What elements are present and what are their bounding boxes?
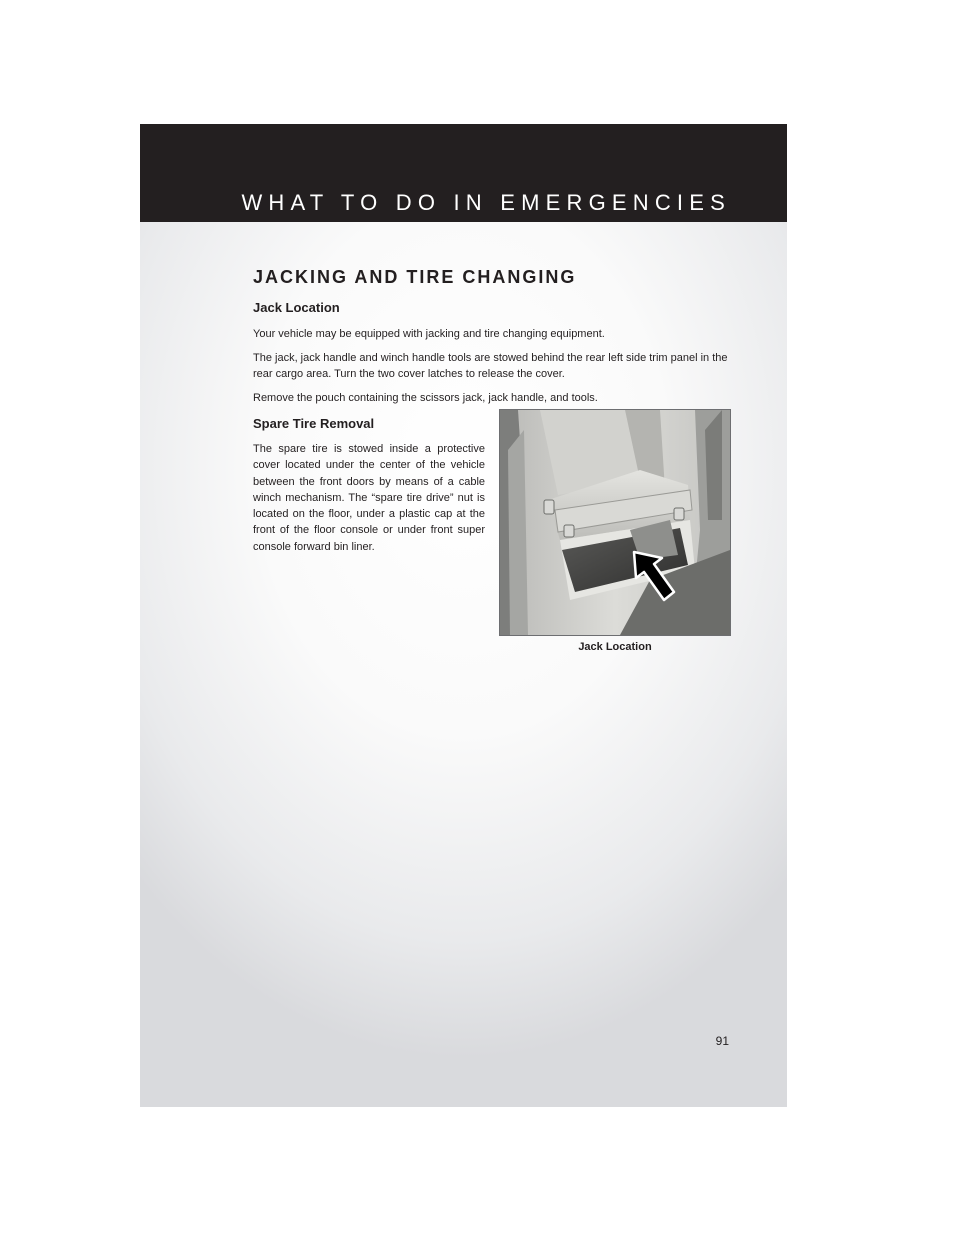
arrow-pointer-icon: [628, 550, 678, 604]
figure-caption: Jack Location: [578, 641, 652, 653]
chapter-title: WHAT TO DO IN EMERGENCIES: [241, 190, 731, 215]
jack-location-paragraph-3: Remove the pouch containing the scissors jack, jack handle, and tools.: [253, 392, 598, 404]
jack-location-heading: Jack Location: [253, 300, 340, 315]
spare-tire-heading: Spare Tire Removal: [253, 416, 375, 431]
page-panel: [140, 124, 787, 1107]
jack-location-paragraph-1: Your vehicle may be equipped with jacking and tire changing equipment.: [253, 328, 605, 340]
spare-tire-paragraph: The spare tire is stowed inside a protective cover located under the center of the vehicle between the front doors by means of a cable winch mechanism. The “spare tire drive” nut is located on the floor, under a plastic cap at the front of the floor console or under front super console forward bin liner.: [253, 443, 485, 553]
header-band: [140, 124, 787, 222]
jack-location-photo: [499, 409, 731, 636]
section-title: JACKING AND TIRE CHANGING: [253, 267, 577, 287]
jack-location-paragraph-2: The jack, jack handle and winch handle tools are stowed behind the rear left side trim panel in the rear cargo area. Turn the two cover latches to release the cover.: [253, 352, 728, 380]
page-number: 91: [715, 1034, 729, 1048]
